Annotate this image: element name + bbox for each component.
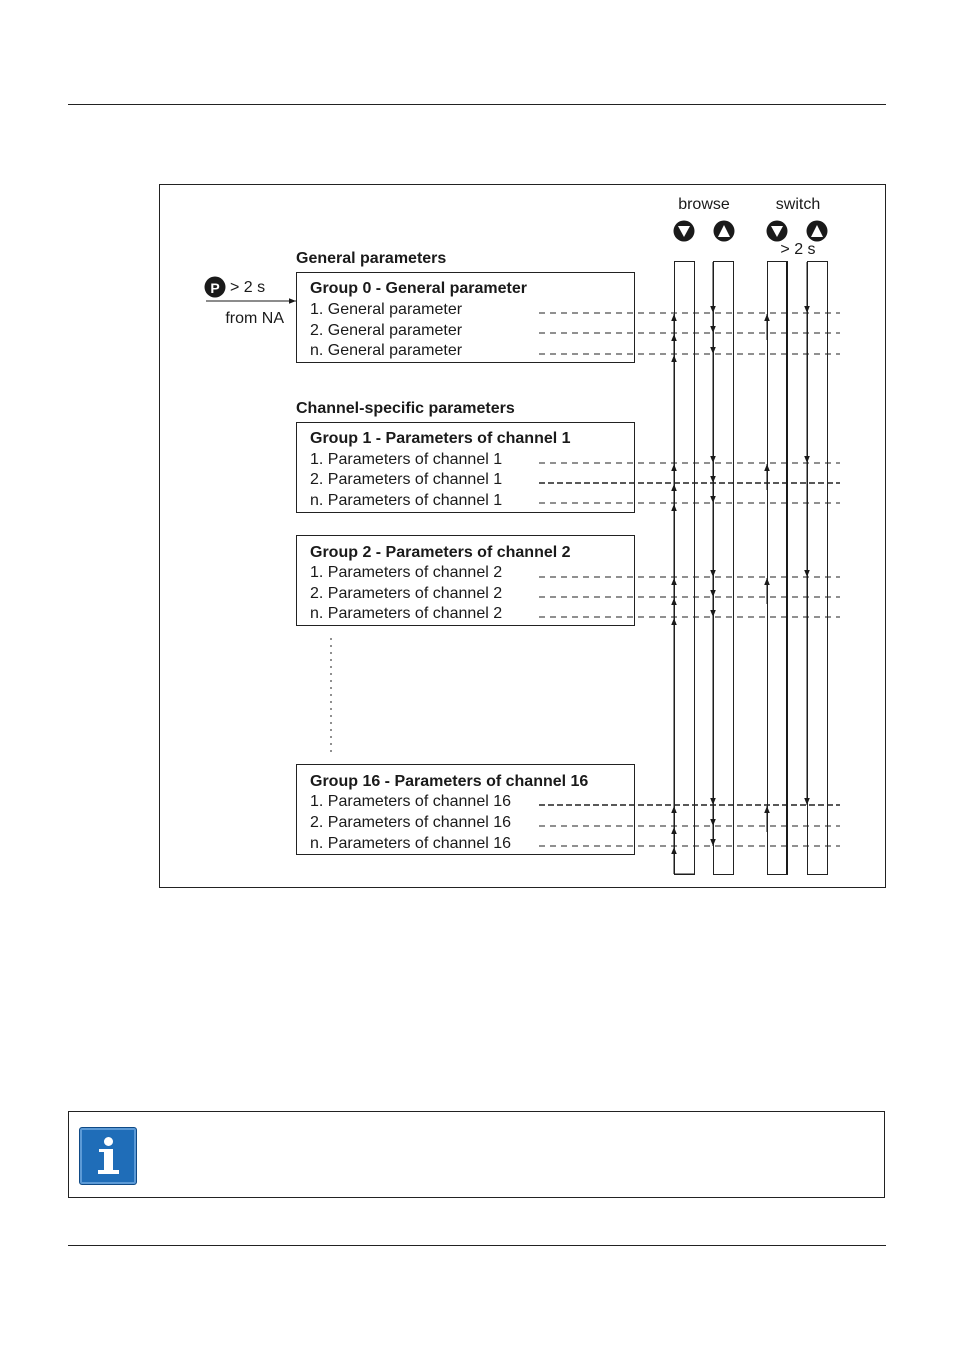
switch-up-key-icon xyxy=(807,221,828,242)
group-item: 2. General parameter xyxy=(310,322,463,339)
group-item: 2. Parameters of channel 16 xyxy=(310,814,512,831)
group-item: n. Parameters of channel 2 xyxy=(310,605,503,622)
switch-down-column xyxy=(768,262,788,875)
browse-up-key-icon xyxy=(714,221,735,242)
group-item: 2. Parameters of channel 2 xyxy=(310,585,503,602)
group-item: n. Parameters of channel 1 xyxy=(310,492,503,509)
group-title: Group 1 - Parameters of channel 1 xyxy=(310,430,571,447)
group-item: 1. Parameters of channel 16 xyxy=(310,793,512,810)
group-item: 1. Parameters of channel 2 xyxy=(310,564,503,581)
group-item: 1. General parameter xyxy=(310,301,463,318)
switch-hold-label: > 2 s xyxy=(780,241,816,258)
browse-down-key-icon xyxy=(674,221,695,242)
group-item: 1. Parameters of channel 1 xyxy=(310,451,503,468)
info-icon xyxy=(79,1127,137,1185)
entry-hold-label: > 2 s xyxy=(230,279,266,296)
p-key-icon xyxy=(205,277,226,298)
switch-label: switch xyxy=(775,196,821,213)
group-2-box xyxy=(297,536,635,626)
info-note-box xyxy=(68,1111,885,1198)
browse-up-column xyxy=(714,262,734,875)
general-parameters-heading: General parameters xyxy=(296,250,447,267)
browse-label: browse xyxy=(678,196,730,213)
group-0-box xyxy=(297,273,635,363)
svg-text:P: P xyxy=(210,280,220,296)
entry-source-label: from NA xyxy=(225,310,284,327)
group-item: n. Parameters of channel 16 xyxy=(310,835,512,852)
group-item: 2. Parameters of channel 1 xyxy=(310,471,503,488)
switch-up-column xyxy=(808,262,828,875)
group-title: Group 16 - Parameters of channel 16 xyxy=(310,773,589,790)
group-title: Group 0 - General parameter xyxy=(310,280,527,297)
group-title: Group 2 - Parameters of channel 2 xyxy=(310,544,571,561)
group-1-box xyxy=(297,423,635,513)
group-item: n. General parameter xyxy=(310,342,463,359)
channel-parameters-heading: Channel-specific parameters xyxy=(296,400,515,417)
group-16-box xyxy=(297,765,635,855)
switch-down-key-icon xyxy=(767,221,788,242)
browse-down-column xyxy=(675,262,695,875)
